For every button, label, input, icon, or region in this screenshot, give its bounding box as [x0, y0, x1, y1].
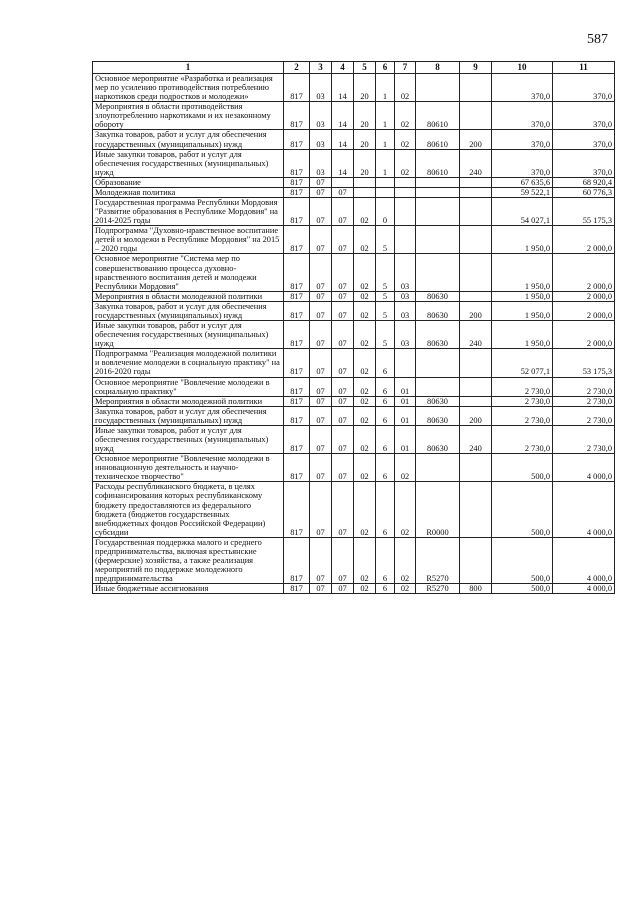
- amount-col-10: 1 950,0: [492, 254, 553, 291]
- subsection-code: 07: [332, 226, 354, 254]
- direction-code: [416, 349, 460, 377]
- ministry-code: 817: [284, 187, 310, 197]
- expense-type-code: [460, 74, 492, 102]
- program-code: 02: [354, 321, 376, 349]
- column-header: 10: [492, 62, 553, 74]
- column-header: 7: [395, 62, 416, 74]
- program-code: 20: [354, 130, 376, 149]
- direction-code: 80610: [416, 102, 460, 130]
- section-code: 07: [310, 198, 332, 226]
- program-code: 02: [354, 425, 376, 453]
- expense-type-code: [460, 198, 492, 226]
- event-code: 02: [395, 130, 416, 149]
- column-header: 2: [284, 62, 310, 74]
- amount-col-11: 2 000,0: [553, 321, 615, 349]
- table-row: [93, 198, 615, 226]
- event-code: [395, 198, 416, 226]
- column-header: 6: [376, 62, 395, 74]
- subprogram-code: 6: [376, 377, 395, 396]
- table-row: [93, 187, 615, 197]
- amount-col-11: 2 000,0: [553, 226, 615, 254]
- direction-code: [416, 454, 460, 482]
- ministry-code: 817: [284, 406, 310, 425]
- section-code: 07: [310, 425, 332, 453]
- amount-col-11: 2 730,0: [553, 406, 615, 425]
- section-code: 07: [310, 454, 332, 482]
- amount-col-10: 370,0: [492, 102, 553, 130]
- direction-code: 80610: [416, 149, 460, 177]
- program-code: [354, 187, 376, 197]
- amount-col-11: 2 730,0: [553, 396, 615, 406]
- event-code: 03: [395, 301, 416, 320]
- direction-code: [416, 74, 460, 102]
- ministry-code: 817: [284, 537, 310, 583]
- header-row: [93, 62, 615, 74]
- table-row: [93, 349, 615, 377]
- section-code: 07: [310, 406, 332, 425]
- amount-col-10: 500,0: [492, 537, 553, 583]
- program-code: 20: [354, 102, 376, 130]
- table-row: [93, 226, 615, 254]
- table-body: [93, 74, 615, 594]
- table-row: [93, 584, 615, 594]
- section-code: 03: [310, 130, 332, 149]
- section-code: 07: [310, 226, 332, 254]
- direction-code: [416, 198, 460, 226]
- direction-code: [416, 177, 460, 187]
- ministry-code: 817: [284, 74, 310, 102]
- column-header: 3: [310, 62, 332, 74]
- direction-code: 80630: [416, 406, 460, 425]
- row-name: Молодежная политика: [93, 187, 284, 197]
- event-code: [395, 349, 416, 377]
- amount-col-10: 500,0: [492, 482, 553, 537]
- amount-col-10: 2 730,0: [492, 377, 553, 396]
- table-row: [93, 425, 615, 453]
- subprogram-code: 6: [376, 396, 395, 406]
- amount-col-10: 52 077,1: [492, 349, 553, 377]
- subsection-code: 07: [332, 454, 354, 482]
- ministry-code: 817: [284, 130, 310, 149]
- amount-col-11: 4 000,0: [553, 584, 615, 594]
- amount-col-11: 55 175,3: [553, 198, 615, 226]
- direction-code: [416, 377, 460, 396]
- table-row: [93, 377, 615, 396]
- table-row: [93, 321, 615, 349]
- subprogram-code: 1: [376, 74, 395, 102]
- row-name: Иные бюджетные ассигнования: [93, 584, 284, 594]
- event-code: 01: [395, 377, 416, 396]
- table-row: [93, 482, 615, 537]
- amount-col-11: 370,0: [553, 130, 615, 149]
- direction-code: [416, 254, 460, 291]
- expense-type-code: 240: [460, 425, 492, 453]
- program-code: 02: [354, 377, 376, 396]
- amount-col-10: 370,0: [492, 74, 553, 102]
- row-name: Образование: [93, 177, 284, 187]
- expense-type-code: 200: [460, 130, 492, 149]
- expense-type-code: [460, 226, 492, 254]
- subsection-code: 07: [332, 349, 354, 377]
- column-header: 4: [332, 62, 354, 74]
- ministry-code: 817: [284, 102, 310, 130]
- expense-type-code: [460, 396, 492, 406]
- row-name: Расходы республиканского бюджета, в целях софинансирования которых республиканскому бюджету предоставляются из федерального бюджета (бюджетов государственных внебюджетных фондов Российской Федерации) субсидии: [93, 482, 284, 537]
- amount-col-11: 370,0: [553, 149, 615, 177]
- subprogram-code: 0: [376, 198, 395, 226]
- section-code: 07: [310, 377, 332, 396]
- program-code: 20: [354, 149, 376, 177]
- ministry-code: 817: [284, 321, 310, 349]
- event-code: 03: [395, 254, 416, 291]
- amount-col-11: 2 730,0: [553, 377, 615, 396]
- subprogram-code: 5: [376, 254, 395, 291]
- ministry-code: 817: [284, 454, 310, 482]
- subsection-code: 07: [332, 291, 354, 301]
- column-header: 9: [460, 62, 492, 74]
- subsection-code: 07: [332, 198, 354, 226]
- amount-col-11: 2 730,0: [553, 425, 615, 453]
- expense-type-code: [460, 102, 492, 130]
- table-row: [93, 406, 615, 425]
- table-row: [93, 130, 615, 149]
- amount-col-10: 370,0: [492, 130, 553, 149]
- subsection-code: 07: [332, 254, 354, 291]
- section-code: 07: [310, 396, 332, 406]
- subsection-code: 14: [332, 74, 354, 102]
- subsection-code: 07: [332, 425, 354, 453]
- section-code: 03: [310, 74, 332, 102]
- budget-table: [92, 61, 615, 594]
- table-row: [93, 254, 615, 291]
- amount-col-11: 2 000,0: [553, 301, 615, 320]
- row-name: Иные закупки товаров, работ и услуг для обеспечения государственных (муниципальных) нужд: [93, 425, 284, 453]
- page-number: 587: [587, 32, 608, 47]
- subsection-code: 14: [332, 130, 354, 149]
- amount-col-11: 4 000,0: [553, 537, 615, 583]
- program-code: 02: [354, 198, 376, 226]
- subprogram-code: [376, 187, 395, 197]
- table-row: [93, 537, 615, 583]
- event-code: 02: [395, 102, 416, 130]
- subprogram-code: [376, 177, 395, 187]
- event-code: 02: [395, 149, 416, 177]
- event-code: [395, 226, 416, 254]
- program-code: 02: [354, 537, 376, 583]
- expense-type-code: [460, 482, 492, 537]
- event-code: 02: [395, 454, 416, 482]
- direction-code: [416, 226, 460, 254]
- section-code: 07: [310, 291, 332, 301]
- expense-type-code: [460, 349, 492, 377]
- section-code: 03: [310, 149, 332, 177]
- expense-type-code: 200: [460, 406, 492, 425]
- amount-col-11: 370,0: [553, 102, 615, 130]
- section-code: 07: [310, 482, 332, 537]
- subprogram-code: 5: [376, 301, 395, 320]
- amount-col-11: 53 175,3: [553, 349, 615, 377]
- amount-col-10: 1 950,0: [492, 291, 553, 301]
- subsection-code: 14: [332, 102, 354, 130]
- event-code: 02: [395, 482, 416, 537]
- direction-code: 80610: [416, 130, 460, 149]
- section-code: 07: [310, 584, 332, 594]
- amount-col-10: 500,0: [492, 584, 553, 594]
- subsection-code: 14: [332, 149, 354, 177]
- subsection-code: 07: [332, 584, 354, 594]
- row-name: Мероприятия в области противодействия злоупотреблению наркотиками и их незаконному обороту: [93, 102, 284, 130]
- subsection-code: 07: [332, 482, 354, 537]
- subsection-code: [332, 177, 354, 187]
- direction-code: 80630: [416, 301, 460, 320]
- row-name: Иные закупки товаров, работ и услуг для обеспечения государственных (муниципальных) нужд: [93, 321, 284, 349]
- event-code: 03: [395, 291, 416, 301]
- subsection-code: 07: [332, 187, 354, 197]
- expense-type-code: [460, 254, 492, 291]
- subprogram-code: 6: [376, 584, 395, 594]
- table-row: [93, 301, 615, 320]
- subprogram-code: 6: [376, 454, 395, 482]
- program-code: 02: [354, 396, 376, 406]
- direction-code: [416, 187, 460, 197]
- subsection-code: 07: [332, 406, 354, 425]
- ministry-code: 817: [284, 425, 310, 453]
- row-name: Основное мероприятие "Вовлечение молодежи в социальную практику": [93, 377, 284, 396]
- amount-col-10: 1 950,0: [492, 301, 553, 320]
- row-name: Государственная поддержка малого и среднего предпринимательства, включая крестьянские (фермерские) хозяйства, а также реализация мероприятий по поддержке молодежного предпринимательства: [93, 537, 284, 583]
- event-code: 02: [395, 537, 416, 583]
- amount-col-10: 1 950,0: [492, 226, 553, 254]
- column-header: 11: [553, 62, 615, 74]
- program-code: 02: [354, 454, 376, 482]
- ministry-code: 817: [284, 198, 310, 226]
- ministry-code: 817: [284, 149, 310, 177]
- expense-type-code: 240: [460, 149, 492, 177]
- program-code: 02: [354, 291, 376, 301]
- ministry-code: 817: [284, 254, 310, 291]
- column-header: 1: [93, 62, 284, 74]
- amount-col-11: 2 000,0: [553, 254, 615, 291]
- program-code: 20: [354, 74, 376, 102]
- program-code: [354, 177, 376, 187]
- row-name: Мероприятия в области молодежной политики: [93, 396, 284, 406]
- table-row: [93, 177, 615, 187]
- amount-col-11: 4 000,0: [553, 454, 615, 482]
- amount-col-11: 2 000,0: [553, 291, 615, 301]
- direction-code: R5270: [416, 584, 460, 594]
- row-name: Подпрограмма "Духовно-нравственное воспитание детей и молодежи в Республике Мордовия" на 2015 – 2020 годы: [93, 226, 284, 254]
- event-code: 02: [395, 74, 416, 102]
- direction-code: 80630: [416, 396, 460, 406]
- expense-type-code: [460, 377, 492, 396]
- program-code: 02: [354, 226, 376, 254]
- expense-type-code: [460, 177, 492, 187]
- amount-col-10: 370,0: [492, 149, 553, 177]
- amount-col-10: 1 950,0: [492, 321, 553, 349]
- ministry-code: 817: [284, 584, 310, 594]
- subprogram-code: 6: [376, 425, 395, 453]
- direction-code: 80630: [416, 321, 460, 349]
- direction-code: 80630: [416, 291, 460, 301]
- expense-type-code: [460, 537, 492, 583]
- column-header: 8: [416, 62, 460, 74]
- subprogram-code: 1: [376, 102, 395, 130]
- section-code: 07: [310, 254, 332, 291]
- ministry-code: 817: [284, 482, 310, 537]
- ministry-code: 817: [284, 291, 310, 301]
- amount-col-11: 370,0: [553, 74, 615, 102]
- subprogram-code: 6: [376, 349, 395, 377]
- direction-code: R0000: [416, 482, 460, 537]
- section-code: 07: [310, 187, 332, 197]
- row-name: Иные закупки товаров, работ и услуг для обеспечения государственных (муниципальных) нужд: [93, 149, 284, 177]
- event-code: [395, 177, 416, 187]
- subprogram-code: 5: [376, 291, 395, 301]
- ministry-code: 817: [284, 226, 310, 254]
- section-code: 07: [310, 349, 332, 377]
- section-code: 03: [310, 102, 332, 130]
- expense-type-code: [460, 291, 492, 301]
- program-code: 02: [354, 301, 376, 320]
- subprogram-code: 1: [376, 149, 395, 177]
- event-code: 01: [395, 396, 416, 406]
- subprogram-code: 6: [376, 406, 395, 425]
- section-code: 07: [310, 301, 332, 320]
- subprogram-code: 6: [376, 537, 395, 583]
- amount-col-10: 59 522,1: [492, 187, 553, 197]
- amount-col-10: 2 730,0: [492, 425, 553, 453]
- amount-col-10: 67 635,6: [492, 177, 553, 187]
- expense-type-code: 240: [460, 321, 492, 349]
- table-row: [93, 454, 615, 482]
- row-name: Закупка товаров, работ и услуг для обеспечения государственных (муниципальных) нужд: [93, 130, 284, 149]
- subsection-code: 07: [332, 321, 354, 349]
- subprogram-code: 5: [376, 226, 395, 254]
- expense-type-code: 200: [460, 301, 492, 320]
- program-code: 02: [354, 482, 376, 537]
- row-name: Закупка товаров, работ и услуг для обеспечения государственных (муниципальных) нужд: [93, 406, 284, 425]
- event-code: 01: [395, 406, 416, 425]
- subsection-code: 07: [332, 377, 354, 396]
- amount-col-10: 2 730,0: [492, 406, 553, 425]
- expense-type-code: [460, 187, 492, 197]
- row-name: Закупка товаров, работ и услуг для обеспечения государственных (муниципальных) нужд: [93, 301, 284, 320]
- amount-col-10: 54 027,1: [492, 198, 553, 226]
- ministry-code: 817: [284, 177, 310, 187]
- ministry-code: 817: [284, 377, 310, 396]
- event-code: 02: [395, 584, 416, 594]
- program-code: 02: [354, 349, 376, 377]
- expense-type-code: [460, 454, 492, 482]
- section-code: 07: [310, 321, 332, 349]
- amount-col-10: 2 730,0: [492, 396, 553, 406]
- subsection-code: 07: [332, 537, 354, 583]
- table-row: [93, 149, 615, 177]
- ministry-code: 817: [284, 349, 310, 377]
- row-name: Подпрограмма "Реализация молодежной политики и вовлечение молодежи в социальную практику" на 2016-2020 годы: [93, 349, 284, 377]
- event-code: [395, 187, 416, 197]
- subsection-code: 07: [332, 301, 354, 320]
- amount-col-10: 500,0: [492, 454, 553, 482]
- row-name: Основное мероприятие «Разработка и реализация мер по усилению противодействия потреблению наркотиков среди подростков и молодежи»: [93, 74, 284, 102]
- table-row: [93, 291, 615, 301]
- row-name: Государственная программа Республики Мордовия "Развитие образования в Республике Мордовия" на 2014-2025 годы: [93, 198, 284, 226]
- expense-type-code: 800: [460, 584, 492, 594]
- table-row: [93, 102, 615, 130]
- direction-code: 80630: [416, 425, 460, 453]
- ministry-code: 817: [284, 301, 310, 320]
- amount-col-11: 4 000,0: [553, 482, 615, 537]
- subsection-code: 07: [332, 396, 354, 406]
- row-name: Основное мероприятие "Система мер по совершенствованию процесса духовно-нравственного воспитания детей и молодежи Республики Мордовия": [93, 254, 284, 291]
- program-code: 02: [354, 254, 376, 291]
- row-name: Основное мероприятие "Вовлечение молодежи в инновационную деятельность и научно-техническое творчество": [93, 454, 284, 482]
- subprogram-code: 6: [376, 482, 395, 537]
- table-row: [93, 74, 615, 102]
- section-code: 07: [310, 177, 332, 187]
- event-code: 03: [395, 321, 416, 349]
- row-name: Мероприятия в области молодежной политики: [93, 291, 284, 301]
- subprogram-code: 5: [376, 321, 395, 349]
- program-code: 02: [354, 406, 376, 425]
- subprogram-code: 1: [376, 130, 395, 149]
- event-code: 01: [395, 425, 416, 453]
- column-header: 5: [354, 62, 376, 74]
- direction-code: R5270: [416, 537, 460, 583]
- ministry-code: 817: [284, 396, 310, 406]
- program-code: 02: [354, 584, 376, 594]
- amount-col-11: 68 920,4: [553, 177, 615, 187]
- table-row: [93, 396, 615, 406]
- section-code: 07: [310, 537, 332, 583]
- amount-col-11: 60 776,3: [553, 187, 615, 197]
